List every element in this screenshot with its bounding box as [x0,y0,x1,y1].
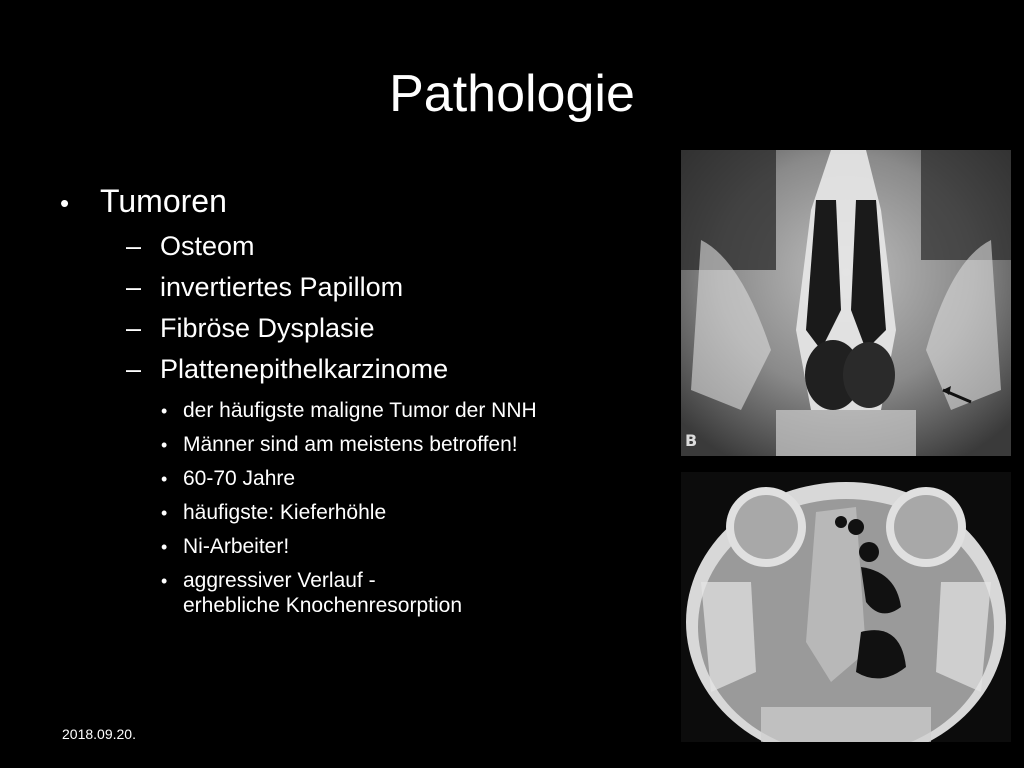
detail-text: der häufigste maligne Tumor der NNH [183,399,537,422]
detail-text: Männer sind am meistens betroffen! [183,433,518,456]
xray-image [681,150,1011,456]
detail-bullet [60,432,670,458]
detail-text: Ni-Arbeiter! [183,535,290,558]
sub-bullet-text: Fibröse Dysplasie [160,313,375,343]
detail-bullet [60,398,670,424]
sub-bullet-text: Osteom [160,231,255,261]
dash-icon: – [126,272,142,302]
detail-bullet [60,466,670,492]
bullet-icon: • [161,503,168,523]
detail-bullet [60,534,670,560]
slide-date: 2018.09.20. [62,726,136,742]
bullet-list [60,180,670,618]
detail-text: 60-70 Jahre [183,467,296,490]
bullet-tumoren [60,180,670,224]
image-label: B [685,431,698,450]
sub-bullet-text: Plattenepithelkarzinome [160,354,449,384]
slide-title: Pathologie [389,65,635,123]
detail-bullet [60,568,670,618]
xray-graphic [681,150,1011,456]
detail-bullet [60,500,670,526]
bullet-icon: • [60,188,70,218]
sub-bullet-text: invertiertes Papillom [160,272,404,302]
detail-text: aggressiver Verlauf - erhebliche Knochenresorption [183,569,463,617]
bullet-icon: • [161,537,168,557]
dash-icon: – [126,354,142,384]
dash-icon: – [126,231,142,261]
bullet-icon: • [161,401,168,421]
sub-bullet-karzinome [60,349,670,390]
dash-icon: – [126,313,142,343]
sub-bullet-dysplasie [60,308,670,349]
bullet-icon: • [161,571,168,591]
bullet-icon: • [161,435,168,455]
sub-bullet-osteom [60,226,670,267]
bullet-icon: • [161,469,168,489]
sub-bullet-papillom [60,267,670,308]
bullet-text: Tumoren [100,183,227,219]
ct-scan-image [681,472,1011,742]
detail-text: häufigste: Kieferhöhle [183,501,387,524]
ct-graphic [681,472,1011,742]
